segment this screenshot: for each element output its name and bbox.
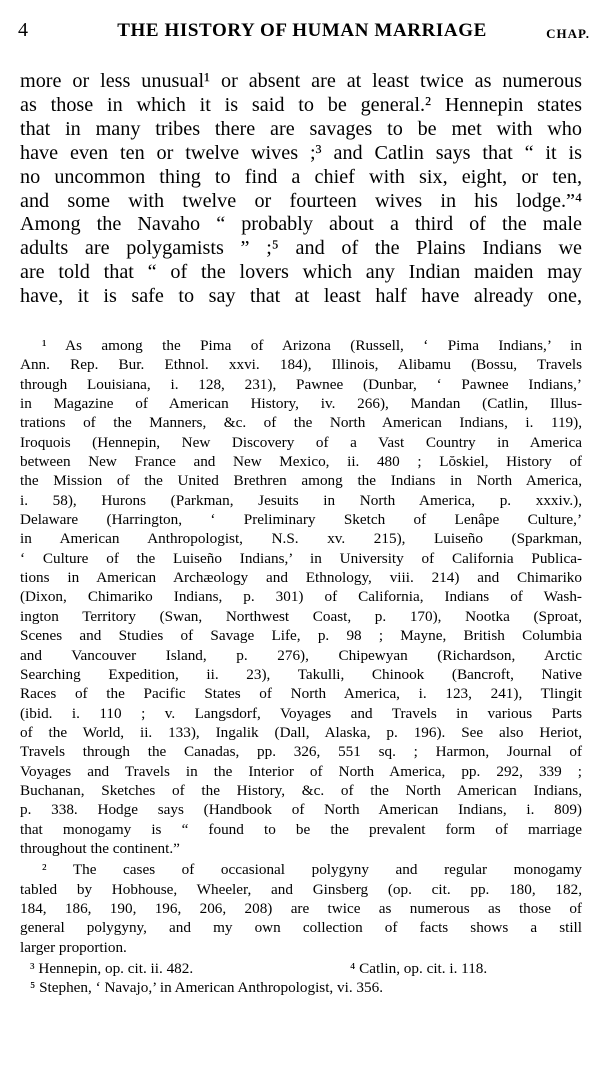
footnote-line: the Mission of the United Brethren among the Indians in North America,: [20, 472, 582, 490]
body-line: no uncommon thing to find a chief with six, eight, or ten,: [20, 165, 582, 188]
footnote-line: ington Territory (Swan, Northwest Coast, p. 170), Nootka (Sproat,: [20, 607, 582, 625]
footnote-line: Voyages and Travels in the Interior of North America, pp. 292, 339 ;: [20, 762, 582, 780]
footnote-line: in Magazine of American History, iv. 266), Mandan (Catlin, Illus-: [20, 395, 582, 413]
footnote-line: (ibid. i. 110 ; v. Langsdorf, Voyages and Travels in various Parts: [20, 704, 582, 722]
footnote-line: Iroquois (Hennepin, New Discovery of a Vast Country in America: [20, 433, 582, 451]
footnote-line: Ann. Rep. Bur. Ethnol. xxvi. 184), Illinois, Alibamu (Bossu, Travels: [20, 356, 582, 374]
footnote-line: ¹ As among the Pima of Arizona (Russell, ‘ Pima Indians,’ in: [42, 337, 582, 354]
footnote-line: ‘ Culture of the Luiseño Indians,’ in University of California Publica-: [20, 549, 582, 567]
footnote-line: ² The cases of occasional polygyny and regular monogamy: [42, 861, 582, 879]
body-line: are told that “ of the lovers which any Indian maiden may: [20, 261, 582, 284]
footnote-line: general polygyny, and my own collection of facts shows a still: [20, 919, 582, 937]
body-line: more or less unusual¹ or absent are at least twice as numerous: [20, 70, 582, 92]
footnote-line: through Louisiana, i. 128, 231), Pawnee (Dunbar, ‘ Pawnee Indians,’: [20, 375, 582, 393]
footnote-4: ⁴ Catlin, op. cit. i. 118.: [350, 960, 488, 977]
body-line: have, it is safe to say that at least half have already one,: [20, 285, 582, 308]
body-line: have even ten or twelve wives ;³ and Catlin says that “ it is: [20, 141, 582, 164]
footnote-line: and Vancouver Island, p. 276), Chipewyan (Richardson, Arctic: [20, 646, 582, 664]
footnote-line: in American Anthropologist, N.S. xv. 215), Luiseño (Sparkman,: [20, 530, 582, 548]
footnote-line: i. 58), Hurons (Parkman, Jesuits in North America, p. xxxiv.),: [20, 491, 582, 509]
footnote-line: 184, 186, 190, 196, 206, 208) are twice as numerous as those of: [20, 899, 582, 917]
body-line: adults are polygamists ” ;⁵ and of the Plains Indians we: [20, 237, 582, 260]
footnote-line: Delaware (Harrington, ‘ Preliminary Sketch of Lenâpe Culture,’: [20, 511, 582, 529]
footnote-line: p. 338. Hodge says (Handbook of North American Indians, i. 809): [20, 801, 582, 819]
footnote-line: Buchanan, Sketches of the History, &c. of the North American Indians,: [20, 781, 582, 799]
footnote-line: Scenes and Studies of Savage Life, p. 98 ; Mayne, British Columbia: [20, 627, 582, 645]
footnote-3: ³ Hennepin, op. cit. ii. 482.: [30, 960, 194, 977]
chapter-label: CHAP.: [546, 26, 590, 41]
footnote-line: between New France and New Mexico, ii. 480 ; Lŏskiel, History of: [20, 453, 582, 471]
footnote-line: tions in American Archæology and Ethnology, viii. 214) and Chimariko: [20, 569, 582, 587]
footnote-5: ⁵ Stephen, ‘ Navajo,’ in American Anthropologist, vi. 356.: [30, 979, 384, 997]
body-line: as those in which it is said to be general.² Hennepin states: [20, 93, 582, 116]
running-title: THE HISTORY OF HUMAN MARRIAGE: [117, 20, 487, 41]
footnote-line: larger proportion.: [20, 938, 127, 956]
main-text: [20, 70, 582, 309]
footnote-line: tabled by Hobhouse, Wheeler, and Ginsberg (op. cit. pp. 180, 182,: [20, 880, 582, 898]
page-number: 4: [18, 19, 28, 41]
footnote-line: trations of the Manners, &c. of the North American Indians, i. 119),: [20, 414, 582, 432]
footnote-line: (Dixon, Chimariko Indians, p. 301) of California, Indians of Wash-: [20, 588, 582, 606]
footnote-line: Races of the Pacific States of North America, i. 123, 241), Tlingit: [20, 685, 582, 703]
footnote-line: that monogamy is “ found to be the prevalent form of marriage: [20, 820, 582, 838]
body-line: and some with twelve or fourteen wives in his lodge.”⁴: [20, 189, 582, 212]
footnote-line: of the World, ii. 133), Ingalik (Dall, Alaska, p. 196). See also Heriot,: [20, 723, 582, 741]
footnote-3-4-row: [20, 959, 582, 978]
body-line: that in many tribes there are savages to be met with who: [20, 117, 582, 140]
footnote-line: throughout the continent.”: [20, 839, 180, 857]
body-line: Among the Navaho “ probably about a third of the male: [20, 213, 582, 236]
footnote-line: Searching Expedition, ii. 23), Takulli, Chinook (Bancroft, Native: [20, 665, 582, 683]
footnotes: [20, 336, 582, 998]
footnote-1: [20, 336, 582, 858]
footnote-2: [20, 860, 582, 957]
footnote-line: Travels through the Canadas, pp. 326, 551 sq. ; Harmon, Journal of: [20, 743, 582, 761]
running-header: [18, 12, 590, 42]
